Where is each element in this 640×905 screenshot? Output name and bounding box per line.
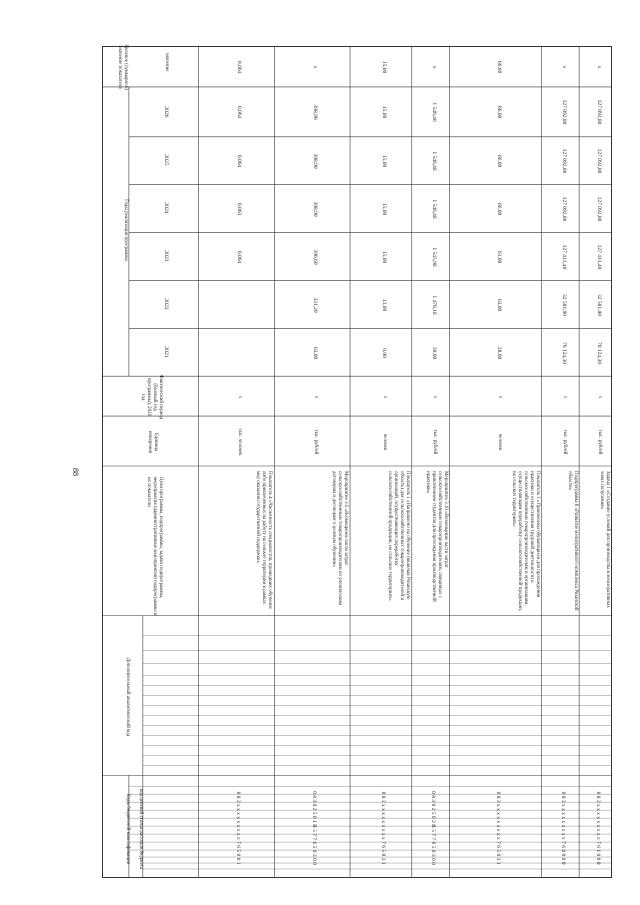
row-value: 127 092,80 [596,148,602,174]
row-target: х [431,65,437,69]
row-value: 127 092,80 [561,148,567,174]
row-value: 398,90 [312,201,318,217]
header-target-sub: значение [164,52,169,72]
row-value: 28,00 [496,346,502,360]
row-value: 0,064 [236,250,242,264]
header-target: Целевое (суммарное) значение показателя [117,44,128,90]
year-2022: 2022 [163,298,169,310]
row-value: 0,063 [236,202,242,216]
row-value: 61,00 [496,250,502,264]
row-value: 127 413,40 [596,244,602,270]
row-goal: Мероприятие 3.10 «Возмещение части затрат сельскохозяйственным товаропроизводителям, связанных с привлечением студентов для прохождения производственной практики» [425,471,448,602]
header-codes-group: Коды бюджетной классификации [125,793,130,865]
row-value: 1 478,10 [431,295,437,315]
row-value: 63,00 [496,298,502,312]
row-value: 127 092,80 [561,196,567,222]
row-value: 127 413,40 [561,244,567,270]
row-value: 1 546,40 [431,199,437,219]
row-value: 127 092,80 [561,99,567,125]
row-value: 0,064 [236,105,242,119]
table-grid [103,47,611,877]
row-value: 127 092,80 [596,99,602,125]
row-codes: 0 8 3 х х х х х х х х х 7 6 5 0 3 1 [380,791,386,865]
row-value: 0,00 [381,348,387,358]
row-value [232,283,242,327]
row-value: 15,00 [381,154,387,168]
header-unit: Единица измерения [147,430,158,454]
year-2024: 2024 [163,202,169,214]
row-value: 398,90 [312,104,318,120]
row-value: 1 546,40 [431,102,437,122]
row-goal: Мероприятие 3.5 «Возмещение части затрат сельскохозяйственным товаропроизводителям по ученическим договорам и договорам о целевом обучении» [331,471,348,606]
row-value: 15,00 [381,250,387,264]
header-analytic: Дополнительный аналитический код [125,657,130,737]
row-fact: х [382,395,387,399]
program-table [102,46,612,878]
row-unit: тыс. человек [237,428,242,456]
row-goal: Подпрограмма 6 «Развитие мелиоративного комплекса Рязанской области» [567,471,578,611]
row-value: 13,00 [381,298,387,312]
row-codes: 0 8 3 х х х х х х х х х 7 6 5 0 0 1 [235,791,241,865]
row-value: 1 546,40 [431,151,437,171]
row-value: 66,00 [496,154,502,168]
row-fact: х [562,395,567,399]
row-unit: человек [382,433,387,451]
row-value: 1 545,90 [431,247,437,267]
year-2021: 2021 [163,346,169,358]
row-value: 331,20 [312,297,318,313]
row-goal: Показатель 1 «Привлечены обучающиеся для прохождения практики и осуществления трудовой деятельности к сельскохозяйственным товаропроизводителям и организациям, осуществляющим переработку сельскохозяйственной продукции, на сельских территориях» [511,471,540,612]
row-value: 30,00 [431,346,437,360]
row-fact: х [432,395,437,399]
row-fact: х [313,395,318,399]
row-value: 66,00 [496,105,502,119]
row-target: 15,00 [381,60,387,74]
row-value: 398,90 [312,153,318,169]
row-value: 32 581,00 [561,294,567,316]
year-2023: 2023 [163,250,169,262]
row-value: 70 124,30 [561,342,567,364]
row-fact: х [497,395,502,399]
year-2025: 2025 [163,154,169,166]
row-codes: 0 8 3 х х х х х х х х х 7 6 0 0 0 0 [560,791,566,865]
row-value: 0,064 [236,154,242,168]
row-unit: тыс. рублей [562,429,567,455]
row-codes: 0 8 3 х х х х х х х х х 7 6 5 0 3 1 [495,791,501,865]
row-value [232,331,242,375]
year-2026: 2026 [163,106,169,118]
row-target: 0,064 [236,60,242,74]
row-value: 15,00 [381,202,387,216]
header-kcsr: код целевой статьи расходов бюджета [138,788,143,870]
header-fact: Фактический период (базовый год программы), 2020 год [140,374,163,420]
row-goal: Задача 1 «Создание условий для производства в мелиоративных зонах получения» [599,471,610,608]
row-codes: 0 8 3 х х х х х х х х х 7 6 1 0 0 0 [595,791,601,865]
row-codes: 0 8 3 0 2 5 0 2 R 5 7 7 6 5 0 3 0 0 [430,791,436,865]
row-value: 15,00 [381,105,387,119]
row-goal: Показатель 1 «Направлено на обучение (включая Рязанскую область) для сельскохозяйственных товаропроизводителей и организаций, осуществляющих переработку сельскохозяйственной продукции, на сельских территориях» [387,471,410,601]
row-unit: тыс. рублей [313,429,318,455]
row-value: 66,00 [496,202,502,216]
row-value: 70 124,30 [596,342,602,364]
page-number: 88 [71,468,80,476]
row-unit: тыс. рублей [597,429,602,455]
row-unit: человек [497,433,502,451]
row-value: 127 092,80 [596,196,602,222]
row-target: 66,00 [496,60,502,74]
row-fact: х [237,395,242,399]
row-target: х [312,65,318,69]
row-value: 396,60 [312,249,318,265]
row-codes: 0 8 3 0 2 5 0 1 R 5 7 7 6 5 0 3 0 0 [311,791,317,865]
row-target: х [596,65,602,69]
row-target: х [561,65,567,69]
row-value: 63,00 [312,346,318,360]
row-goal: Показатель 4 «Численность специалистов, прошедших обучение либо привлеченных на работу на селькое территории в рамках мер оказания государственной поддержки» [255,471,272,609]
header-years-group: Годы реализации программы [123,199,128,261]
header-goal: Цели программы, подпрограммы, задачи подпрограммы, мероприятия (административные мероприятия) подпрограммы и их показатели [146,477,163,616]
row-fact: х [597,395,602,399]
row-value: 32 581,00 [596,294,602,316]
row-unit: тыс. рублей [432,429,437,455]
